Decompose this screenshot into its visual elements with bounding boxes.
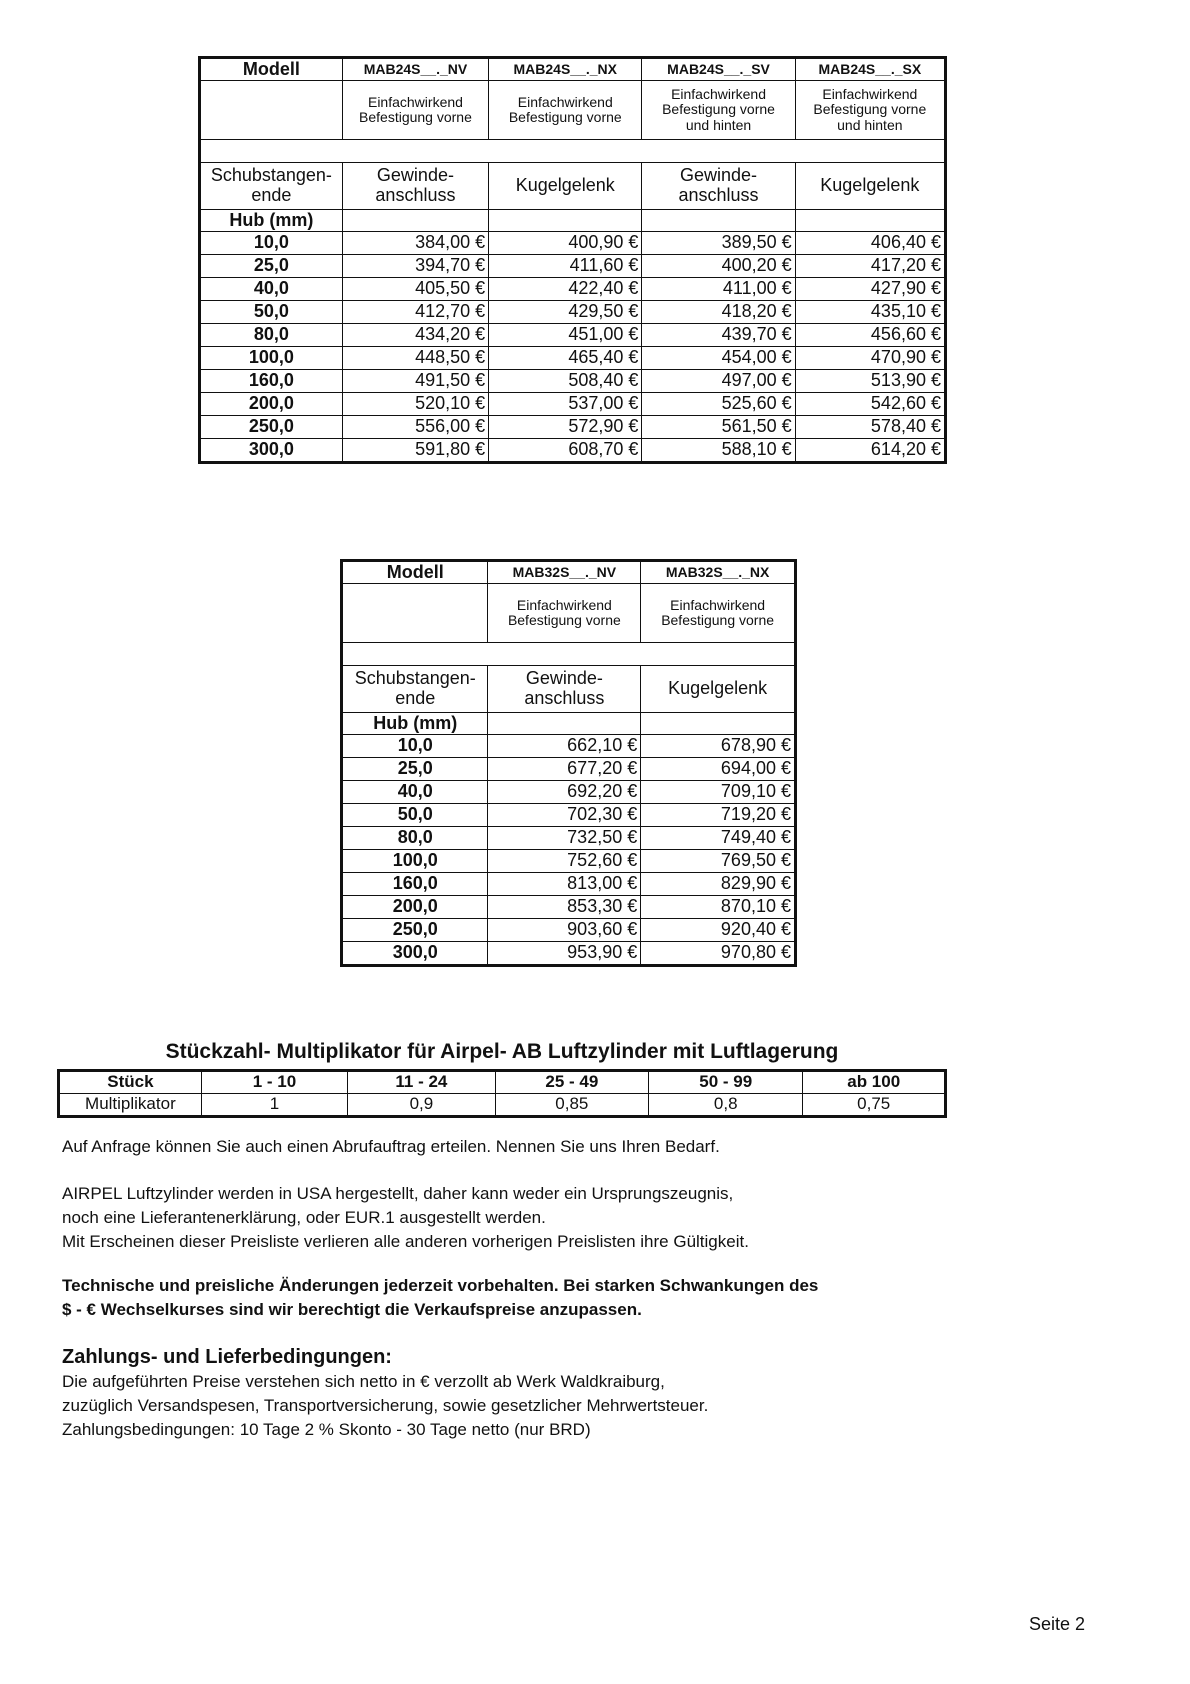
- origin-note: AIRPEL Luftzylinder werden in USA hergestellt, daher kann weder ein Ursprungszeugnis, noch eine Lieferantenerklärung, oder EUR.1 ausgestellt werden. Mit Erscheinen dieser Preisliste verlieren alle anderen vorherigen Preislisten ihre Gültigkeit.: [62, 1184, 749, 1251]
- stroke-value: 160,0: [200, 370, 343, 393]
- stroke-value: 300,0: [200, 439, 343, 463]
- model-header: MAB32S__._NX: [641, 561, 796, 584]
- price-cell: 394,70 €: [342, 255, 488, 278]
- table-row: [342, 827, 796, 850]
- model-description: Einfachwirkend Befestigung vorne: [489, 81, 642, 140]
- price-cell: 513,90 €: [795, 370, 945, 393]
- price-cell: 537,00 €: [489, 393, 642, 416]
- price-cell: 572,90 €: [489, 416, 642, 439]
- price-cell: 677,20 €: [488, 758, 641, 781]
- table-row: [200, 255, 946, 278]
- stroke-value: 80,0: [200, 324, 343, 347]
- quantity-row: [59, 1071, 946, 1094]
- page-number: Seite 2: [1029, 1614, 1086, 1634]
- stroke-header-row: [200, 210, 946, 232]
- terms-text: Die aufgeführten Preise verstehen sich netto in € verzollt ab Werk Waldkraiburg, zuzüglich Versandspesen, Transportversicherung, sowie gesetzlicher Mehrwertsteuer. Zahlungsbedingungen: 10 Tage 2 % Skonto - 30 Tage netto (nur BRD): [62, 1372, 709, 1439]
- price-cell: 662,10 €: [488, 735, 641, 758]
- stroke-value: 25,0: [342, 758, 488, 781]
- price-cell: 813,00 €: [488, 873, 641, 896]
- model-row: [342, 561, 796, 584]
- price-cell: 588,10 €: [642, 439, 795, 463]
- price-cell: 542,60 €: [795, 393, 945, 416]
- price-cell: 497,00 €: [642, 370, 795, 393]
- price-cell: 411,00 €: [642, 278, 795, 301]
- stroke-value: 200,0: [200, 393, 343, 416]
- rod-end-type: Kugelgelenk: [795, 163, 945, 210]
- multiplier-cell: Multiplikator: [59, 1094, 202, 1117]
- table-row: [342, 896, 796, 919]
- stroke-value: 250,0: [342, 919, 488, 942]
- stroke-value: 40,0: [200, 278, 343, 301]
- price-cell: 749,40 €: [641, 827, 796, 850]
- price-cell: 678,90 €: [641, 735, 796, 758]
- price-cell: 389,50 €: [642, 232, 795, 255]
- quantity-cell: 50 - 99: [649, 1071, 803, 1094]
- stroke-label: Hub (mm): [342, 713, 488, 735]
- stroke-value: 160,0: [342, 873, 488, 896]
- table-row: [200, 324, 946, 347]
- rod-end-type: Gewinde- anschluss: [642, 163, 795, 210]
- rod-end-row: [342, 666, 796, 713]
- price-cell: 732,50 €: [488, 827, 641, 850]
- stroke-value: 25,0: [200, 255, 343, 278]
- table-row: [342, 873, 796, 896]
- spacer-row: [342, 643, 796, 666]
- stroke-value: 100,0: [200, 347, 343, 370]
- table-row: [342, 942, 796, 966]
- stroke-label: Hub (mm): [200, 210, 343, 232]
- call-off-note: Auf Anfrage können Sie auch einen Abrufauftrag erteilen. Nennen Sie uns Ihren Bedarf.: [62, 1137, 720, 1156]
- price-cell: 400,20 €: [642, 255, 795, 278]
- price-cell: 578,40 €: [795, 416, 945, 439]
- rod-end-type: Gewinde- anschluss: [342, 163, 488, 210]
- table-row: [342, 735, 796, 758]
- price-cell: 608,70 €: [489, 439, 642, 463]
- stroke-value: 80,0: [342, 827, 488, 850]
- rod-end-type: Kugelgelenk: [641, 666, 796, 713]
- price-cell: 709,10 €: [641, 781, 796, 804]
- price-cell: 405,50 €: [342, 278, 488, 301]
- quantity-cell: 11 - 24: [348, 1071, 495, 1094]
- quantity-cell: 25 - 49: [495, 1071, 648, 1094]
- stroke-value: 40,0: [342, 781, 488, 804]
- price-cell: 435,10 €: [795, 301, 945, 324]
- price-cell: 853,30 €: [488, 896, 641, 919]
- price-cell: 439,70 €: [642, 324, 795, 347]
- table-row: [342, 781, 796, 804]
- table-row: [200, 370, 946, 393]
- model-description: Einfachwirkend Befestigung vorne: [342, 81, 488, 140]
- model-header: MAB24S__._SX: [795, 58, 945, 81]
- price-table-mab32: [340, 559, 797, 967]
- model-row: [200, 58, 946, 81]
- price-cell: 418,20 €: [642, 301, 795, 324]
- rod-end-label: Schubstangen- ende: [200, 163, 343, 210]
- stroke-value: 300,0: [342, 942, 488, 966]
- price-cell: 614,20 €: [795, 439, 945, 463]
- multiplier-cell: 0,9: [348, 1094, 495, 1117]
- price-cell: 903,60 €: [488, 919, 641, 942]
- price-cell: 400,90 €: [489, 232, 642, 255]
- price-cell: 411,60 €: [489, 255, 642, 278]
- quantity-cell: ab 100: [803, 1071, 946, 1094]
- stroke-value: 250,0: [200, 416, 343, 439]
- price-cell: 491,50 €: [342, 370, 488, 393]
- model-description: Einfachwirkend Befestigung vorne: [488, 584, 641, 643]
- multiplier-title: Stückzahl- Multiplikator für Airpel- AB Luftzylinder mit Luftlagerung: [165, 1040, 839, 1063]
- model-header: MAB24S__._SV: [642, 58, 795, 81]
- price-cell: 752,60 €: [488, 850, 641, 873]
- price-cell: 384,00 €: [342, 232, 488, 255]
- multiplier-cell: 1: [201, 1094, 347, 1117]
- price-cell: 508,40 €: [489, 370, 642, 393]
- price-cell: 422,40 €: [489, 278, 642, 301]
- multiplier-cell: 0,85: [495, 1094, 648, 1117]
- price-cell: 470,90 €: [795, 347, 945, 370]
- rod-end-type: Kugelgelenk: [489, 163, 642, 210]
- table-row: [200, 232, 946, 255]
- price-cell: 520,10 €: [342, 393, 488, 416]
- rod-end-type: Gewinde- anschluss: [488, 666, 641, 713]
- price-rows: [200, 232, 946, 463]
- stroke-value: 10,0: [200, 232, 343, 255]
- model-header: MAB24S__._NV: [342, 58, 488, 81]
- price-cell: 591,80 €: [342, 439, 488, 463]
- stroke-value: 200,0: [342, 896, 488, 919]
- description-row: [200, 81, 946, 140]
- price-cell: 406,40 €: [795, 232, 945, 255]
- price-cell: 417,20 €: [795, 255, 945, 278]
- price-cell: 556,00 €: [342, 416, 488, 439]
- spacer-row: [200, 140, 946, 163]
- price-cell: 920,40 €: [641, 919, 796, 942]
- model-header: MAB32S__._NV: [488, 561, 641, 584]
- table-row: [200, 393, 946, 416]
- price-cell: 561,50 €: [642, 416, 795, 439]
- description-row: [342, 584, 796, 643]
- terms-heading: Zahlungs- und Lieferbedingungen:: [62, 1346, 392, 1368]
- quantity-cell: Stück: [59, 1071, 202, 1094]
- price-cell: 970,80 €: [641, 942, 796, 966]
- price-cell: 525,60 €: [642, 393, 795, 416]
- price-cell: 429,50 €: [489, 301, 642, 324]
- table-row: [200, 439, 946, 463]
- price-cell: 434,20 €: [342, 324, 488, 347]
- model-label: Modell: [342, 561, 488, 584]
- price-cell: 829,90 €: [641, 873, 796, 896]
- price-cell: 870,10 €: [641, 896, 796, 919]
- rod-end-label: Schubstangen- ende: [342, 666, 488, 713]
- multiplier-cell: 0,8: [649, 1094, 803, 1117]
- price-cell: 448,50 €: [342, 347, 488, 370]
- price-cell: 692,20 €: [488, 781, 641, 804]
- rod-end-row: [200, 163, 946, 210]
- multiplier-row: [59, 1094, 946, 1117]
- model-description: Einfachwirkend Befestigung vorne und hinten: [642, 81, 795, 140]
- price-change-note: Technische und preisliche Änderungen jederzeit vorbehalten. Bei starken Schwankungen des $ - € Wechselkurses sind wir berechtigt die Verkaufspreise anzupassen.: [62, 1276, 819, 1319]
- stroke-value: 100,0: [342, 850, 488, 873]
- price-cell: 412,70 €: [342, 301, 488, 324]
- price-cell: 454,00 €: [642, 347, 795, 370]
- table-row: [200, 278, 946, 301]
- stroke-value: 50,0: [342, 804, 488, 827]
- table-row: [342, 804, 796, 827]
- stroke-value: 50,0: [200, 301, 343, 324]
- price-cell: 694,00 €: [641, 758, 796, 781]
- price-rows: [342, 735, 796, 966]
- table-row: [200, 347, 946, 370]
- price-cell: 702,30 €: [488, 804, 641, 827]
- price-cell: 465,40 €: [489, 347, 642, 370]
- price-table-mab24: [198, 56, 947, 464]
- table-row: [200, 301, 946, 324]
- price-cell: 427,90 €: [795, 278, 945, 301]
- quantity-cell: 1 - 10: [201, 1071, 347, 1094]
- model-label: Modell: [200, 58, 343, 81]
- model-description: Einfachwirkend Befestigung vorne und hinten: [795, 81, 945, 140]
- table-row: [342, 758, 796, 781]
- price-cell: 769,50 €: [641, 850, 796, 873]
- price-cell: 456,60 €: [795, 324, 945, 347]
- model-description: Einfachwirkend Befestigung vorne: [641, 584, 796, 643]
- stroke-value: 10,0: [342, 735, 488, 758]
- price-cell: 719,20 €: [641, 804, 796, 827]
- table-row: [342, 919, 796, 942]
- multiplier-table: [57, 1069, 947, 1118]
- stroke-header-row: [342, 713, 796, 735]
- table-row: [200, 416, 946, 439]
- price-cell: 451,00 €: [489, 324, 642, 347]
- multiplier-cell: 0,75: [803, 1094, 946, 1117]
- price-cell: 953,90 €: [488, 942, 641, 966]
- table-row: [342, 850, 796, 873]
- model-header: MAB24S__._NX: [489, 58, 642, 81]
